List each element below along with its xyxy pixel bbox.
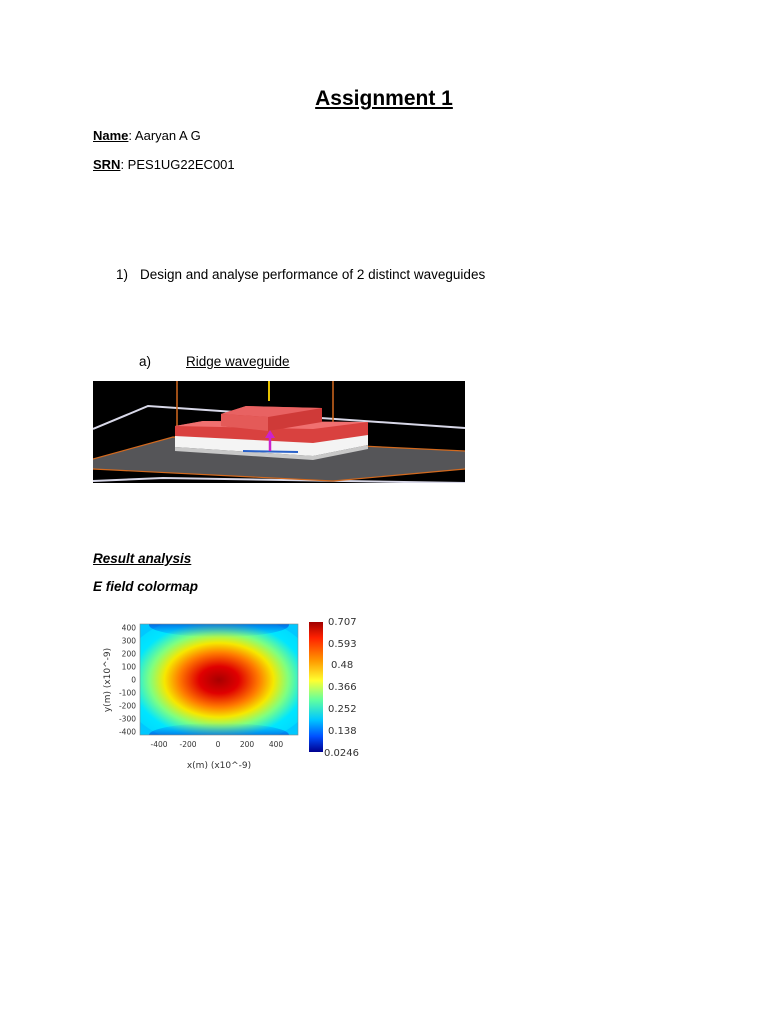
colorbar-tick: 0.366 [328,682,357,693]
name-line [93,128,201,143]
colorbar-tick: 0.252 [328,704,357,715]
colorbar-tick: 0.707 [328,617,357,628]
colorbar-tick: 0.48 [331,660,354,671]
x-tick: -200 [179,740,197,749]
srn-value: : PES1UG22EC001 [120,157,235,172]
colorbar [309,622,323,752]
x-tick-labels [150,740,283,749]
e-field-colormap-heading: E field colormap [93,579,199,594]
x-tick: 0 [215,740,221,749]
y-tick: -300 [118,714,136,724]
y-tick: 200 [121,649,136,659]
name-label: Name [93,128,129,143]
y-tick: -200 [118,701,136,711]
x-tick: 200 [239,740,255,749]
subpart-a [139,354,290,369]
srn-label: SRN [93,157,121,172]
y-tick: 100 [121,662,136,672]
page-title: Assignment 1 [315,87,453,110]
y-tick: -100 [118,688,136,698]
colormap-field [119,612,319,748]
question-1 [116,267,485,282]
y-tick: 0 [131,675,136,685]
e-field-colormap [98,612,368,774]
srn-line [93,157,235,172]
subpart-letter: a) [139,354,152,369]
x-tick: -400 [150,740,168,749]
colorbar-tick-labels [324,617,359,759]
x-tick: 400 [268,740,284,749]
y-tick: 400 [121,623,136,633]
y-tick: -400 [118,727,136,737]
name-value: : Aaryan A G [128,128,201,143]
y-axis-label: y(m) (x10^-9) [103,647,113,713]
colorbar-tick: 0.0246 [324,748,359,759]
colorbar-tick: 0.593 [328,639,357,650]
y-tick: 300 [121,636,136,646]
x-axis-label: x(m) (x10^-9) [186,761,252,771]
ridge-waveguide-image [93,381,465,483]
y-tick-labels [119,624,136,737]
question-number: 1) [116,267,129,282]
subpart-title: Ridge waveguide [186,354,290,369]
colorbar-tick: 0.138 [328,726,357,737]
question-text: Design and analyse performance of 2 distinct waveguides [140,267,486,282]
result-analysis-heading: Result analysis [93,551,192,566]
